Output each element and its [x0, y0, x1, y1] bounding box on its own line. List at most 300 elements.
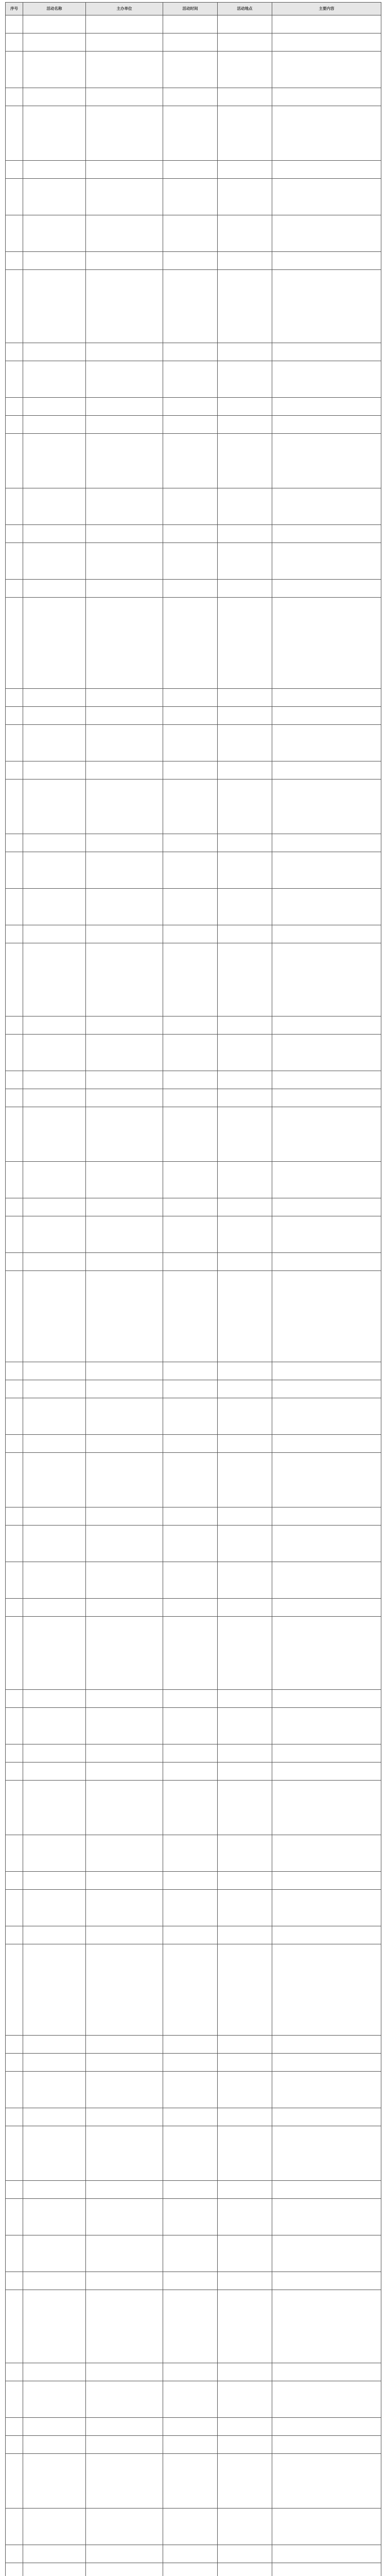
table-row [6, 179, 381, 215]
event-time-cell [163, 1617, 218, 1690]
event-venue-cell [218, 215, 272, 252]
organizer-cell [86, 2054, 163, 2072]
event-venue-cell [218, 580, 272, 598]
main-content-cell [272, 1216, 381, 1253]
event-name-cell [23, 2436, 86, 2454]
main-content-cell [272, 2509, 381, 2545]
event-venue-cell [218, 1107, 272, 1162]
column-header-main-content: 主要内容 [272, 3, 381, 15]
event-time-cell [163, 1926, 218, 1944]
index-cell [6, 1089, 23, 1107]
main-content-cell [272, 2563, 381, 2576]
event-venue-cell [218, 2545, 272, 2563]
index-cell [6, 1198, 23, 1216]
event-name-cell [23, 1453, 86, 1507]
organizer-cell [86, 1744, 163, 1762]
table-row [6, 761, 381, 779]
index-cell [6, 161, 23, 179]
main-content-cell [272, 2272, 381, 2290]
main-content-cell [272, 343, 381, 361]
main-content-cell [272, 2363, 381, 2381]
table-row [6, 2272, 381, 2290]
organizer-cell [86, 543, 163, 580]
main-content-cell [272, 2381, 381, 2418]
index-cell [6, 2363, 23, 2381]
main-content-cell [272, 88, 381, 106]
event-name-cell [23, 33, 86, 52]
index-cell [6, 543, 23, 580]
event-time-cell [163, 943, 218, 1016]
event-venue-cell [218, 1035, 272, 1071]
event-name-cell [23, 852, 86, 889]
event-venue-cell [218, 1016, 272, 1035]
table-row [6, 2290, 381, 2363]
organizer-cell [86, 1944, 163, 2036]
organizer-cell [86, 1599, 163, 1617]
event-time-cell [163, 1271, 218, 1362]
main-content-cell [272, 2054, 381, 2072]
event-venue-cell [218, 2290, 272, 2363]
table-row [6, 2436, 381, 2454]
event-venue-cell [218, 2235, 272, 2272]
index-cell [6, 1362, 23, 1380]
event-name-cell [23, 598, 86, 689]
table-row [6, 1562, 381, 1599]
main-content-cell [272, 179, 381, 215]
main-content-cell [272, 1435, 381, 1453]
event-name-cell [23, 1781, 86, 1835]
event-venue-cell [218, 1162, 272, 1198]
organizer-cell [86, 1035, 163, 1071]
main-content-cell [272, 1708, 381, 1744]
organizer-cell [86, 725, 163, 761]
event-time-cell [163, 2108, 218, 2126]
index-cell [6, 398, 23, 416]
event-venue-cell [218, 598, 272, 689]
event-name-cell [23, 1507, 86, 1526]
event-name-cell [23, 2235, 86, 2272]
index-cell [6, 270, 23, 343]
event-name-cell [23, 2418, 86, 2436]
event-name-cell [23, 15, 86, 33]
event-name-cell [23, 1380, 86, 1398]
table-row [6, 33, 381, 52]
event-name-cell [23, 343, 86, 361]
organizer-cell [86, 2290, 163, 2363]
organizer-cell [86, 2381, 163, 2418]
event-time-cell [163, 2290, 218, 2363]
table-row [6, 106, 381, 161]
index-cell [6, 343, 23, 361]
main-content-cell [272, 416, 381, 434]
event-venue-cell [218, 689, 272, 707]
main-content-cell [272, 2126, 381, 2181]
event-name-cell [23, 2108, 86, 2126]
event-name-cell [23, 416, 86, 434]
table-row [6, 15, 381, 33]
organizer-cell [86, 1380, 163, 1398]
event-venue-cell [218, 2072, 272, 2108]
event-venue-cell [218, 106, 272, 161]
organizer-cell [86, 434, 163, 488]
index-cell [6, 1690, 23, 1708]
event-time-cell [163, 2072, 218, 2108]
organizer-cell [86, 580, 163, 598]
organizer-cell [86, 1835, 163, 1872]
event-venue-cell [218, 1216, 272, 1253]
table-row [6, 598, 381, 689]
index-cell [6, 2290, 23, 2363]
event-name-cell [23, 2545, 86, 2563]
main-content-cell [272, 779, 381, 834]
organizer-cell [86, 1507, 163, 1526]
main-content-cell [272, 598, 381, 689]
organizer-cell [86, 1362, 163, 1380]
event-time-cell [163, 2545, 218, 2563]
table-row [6, 707, 381, 725]
main-content-cell [272, 2454, 381, 2509]
event-time-cell [163, 2381, 218, 2418]
main-content-cell [272, 1617, 381, 1690]
main-content-cell [272, 1198, 381, 1216]
table-body [6, 15, 381, 2576]
main-content-cell [272, 106, 381, 161]
table-row [6, 488, 381, 525]
event-name-cell [23, 1398, 86, 1435]
organizer-cell [86, 2509, 163, 2545]
event-time-cell [163, 1762, 218, 1781]
table-row [6, 2108, 381, 2126]
main-content-cell [272, 2235, 381, 2272]
index-cell [6, 488, 23, 525]
event-time-cell [163, 106, 218, 161]
index-cell [6, 852, 23, 889]
organizer-cell [86, 252, 163, 270]
index-cell [6, 725, 23, 761]
index-cell [6, 689, 23, 707]
main-content-cell [272, 1162, 381, 1198]
index-cell [6, 416, 23, 434]
event-time-cell [163, 925, 218, 943]
table-row [6, 2072, 381, 2108]
index-cell [6, 2563, 23, 2576]
event-time-cell [163, 1071, 218, 1089]
event-time-cell [163, 1435, 218, 1453]
table-row [6, 343, 381, 361]
table-row [6, 434, 381, 488]
event-time-cell [163, 1872, 218, 1890]
event-venue-cell [218, 1398, 272, 1435]
index-cell [6, 580, 23, 598]
event-time-cell [163, 88, 218, 106]
event-venue-cell [218, 1781, 272, 1835]
table-row [6, 398, 381, 416]
table-row [6, 1016, 381, 1035]
event-venue-cell [218, 1253, 272, 1271]
main-content-cell [272, 943, 381, 1016]
table-row [6, 161, 381, 179]
organizer-cell [86, 1435, 163, 1453]
event-name-cell [23, 2509, 86, 2545]
main-content-cell [272, 580, 381, 598]
table-row [6, 1071, 381, 1089]
organizer-cell [86, 2072, 163, 2108]
main-content-cell [272, 1781, 381, 1835]
main-content-cell [272, 361, 381, 398]
event-venue-cell [218, 889, 272, 925]
main-content-cell [272, 1599, 381, 1617]
event-venue-cell [218, 1380, 272, 1398]
event-time-cell [163, 1253, 218, 1271]
table-row [6, 1762, 381, 1781]
table-header-row [6, 3, 381, 15]
organizer-cell [86, 361, 163, 398]
index-cell [6, 1216, 23, 1253]
index-cell [6, 1107, 23, 1162]
event-time-cell [163, 1690, 218, 1708]
event-time-cell [163, 689, 218, 707]
main-content-cell [272, 1016, 381, 1035]
event-name-cell [23, 2199, 86, 2235]
event-name-cell [23, 1071, 86, 1089]
main-content-cell [272, 852, 381, 889]
event-name-cell [23, 1107, 86, 1162]
event-venue-cell [218, 1271, 272, 1362]
index-cell [6, 925, 23, 943]
index-cell [6, 1562, 23, 1599]
table-row [6, 1690, 381, 1708]
index-cell [6, 215, 23, 252]
event-time-cell [163, 580, 218, 598]
event-venue-cell [218, 416, 272, 434]
organizer-cell [86, 2436, 163, 2454]
event-name-cell [23, 761, 86, 779]
main-content-cell [272, 2545, 381, 2563]
event-time-cell [163, 1781, 218, 1835]
index-cell [6, 1162, 23, 1198]
table-row [6, 2418, 381, 2436]
main-content-cell [272, 270, 381, 343]
organizer-cell [86, 343, 163, 361]
event-time-cell [163, 2363, 218, 2381]
table-row [6, 725, 381, 761]
organizer-cell [86, 2563, 163, 2576]
organizer-cell [86, 88, 163, 106]
event-name-cell [23, 1708, 86, 1744]
event-venue-cell [218, 1599, 272, 1617]
table-row [6, 943, 381, 1016]
main-content-cell [272, 488, 381, 525]
table-row [6, 1380, 381, 1398]
organizer-cell [86, 1781, 163, 1835]
main-content-cell [272, 1398, 381, 1435]
table-row [6, 1107, 381, 1162]
event-venue-cell [218, 2181, 272, 2199]
index-cell [6, 88, 23, 106]
event-time-cell [163, 179, 218, 215]
organizer-cell [86, 2036, 163, 2054]
event-time-cell [163, 889, 218, 925]
event-name-cell [23, 434, 86, 488]
organizer-cell [86, 852, 163, 889]
organizer-cell [86, 1016, 163, 1035]
main-content-cell [272, 33, 381, 52]
event-name-cell [23, 1926, 86, 1944]
table-row [6, 2509, 381, 2545]
table-row [6, 2054, 381, 2072]
event-venue-cell [218, 2454, 272, 2509]
organizer-cell [86, 943, 163, 1016]
organizer-cell [86, 1162, 163, 1198]
event-name-cell [23, 106, 86, 161]
index-cell [6, 434, 23, 488]
organizer-cell [86, 52, 163, 88]
main-content-cell [272, 2072, 381, 2108]
event-time-cell [163, 1362, 218, 1380]
main-content-cell [272, 1890, 381, 1926]
event-name-cell [23, 525, 86, 543]
organizer-cell [86, 2545, 163, 2563]
index-cell [6, 779, 23, 834]
main-content-cell [272, 1872, 381, 1890]
event-time-cell [163, 434, 218, 488]
event-venue-cell [218, 2036, 272, 2054]
event-venue-cell [218, 2108, 272, 2126]
table-row [6, 1035, 381, 1071]
main-content-cell [272, 2036, 381, 2054]
event-venue-cell [218, 1562, 272, 1599]
organizer-cell [86, 1107, 163, 1162]
event-venue-cell [218, 161, 272, 179]
event-venue-cell [218, 2381, 272, 2418]
event-time-cell [163, 2054, 218, 2072]
index-cell [6, 1016, 23, 1035]
main-content-cell [272, 707, 381, 725]
organizer-cell [86, 1890, 163, 1926]
index-cell [6, 1599, 23, 1617]
event-name-cell [23, 707, 86, 725]
event-venue-cell [218, 2272, 272, 2290]
table-row [6, 889, 381, 925]
organizer-cell [86, 779, 163, 834]
organizer-cell [86, 834, 163, 852]
event-time-cell [163, 2126, 218, 2181]
main-content-cell [272, 2418, 381, 2436]
event-name-cell [23, 398, 86, 416]
column-header-index: 序号 [6, 3, 23, 15]
organizer-cell [86, 106, 163, 161]
column-header-event-time: 活动时间 [163, 3, 218, 15]
event-name-cell [23, 1198, 86, 1216]
event-time-cell [163, 15, 218, 33]
index-cell [6, 33, 23, 52]
organizer-cell [86, 1926, 163, 1944]
index-cell [6, 1708, 23, 1744]
index-cell [6, 1926, 23, 1944]
event-time-cell [163, 1035, 218, 1071]
main-content-cell [272, 2436, 381, 2454]
event-name-cell [23, 161, 86, 179]
event-time-cell [163, 2235, 218, 2272]
column-header-organizer: 主办单位 [86, 3, 163, 15]
event-time-cell [163, 1944, 218, 2036]
table-row [6, 2545, 381, 2563]
main-content-cell [272, 1107, 381, 1162]
event-name-cell [23, 270, 86, 343]
event-time-cell [163, 1107, 218, 1162]
main-content-cell [272, 2290, 381, 2363]
organizer-cell [86, 270, 163, 343]
main-content-cell [272, 1762, 381, 1781]
event-name-cell [23, 2126, 86, 2181]
index-cell [6, 2509, 23, 2545]
event-time-cell [163, 1162, 218, 1198]
event-venue-cell [218, 2199, 272, 2235]
index-cell [6, 1762, 23, 1781]
main-content-cell [272, 1526, 381, 1562]
event-time-cell [163, 1398, 218, 1435]
event-venue-cell [218, 15, 272, 33]
main-content-cell [272, 1690, 381, 1708]
event-venue-cell [218, 925, 272, 943]
organizer-cell [86, 2363, 163, 2381]
event-time-cell [163, 1453, 218, 1507]
event-time-cell [163, 33, 218, 52]
event-time-cell [163, 761, 218, 779]
organizer-cell [86, 525, 163, 543]
organizer-cell [86, 1271, 163, 1362]
index-cell [6, 2436, 23, 2454]
table-row [6, 416, 381, 434]
event-name-cell [23, 2563, 86, 2576]
event-venue-cell [218, 398, 272, 416]
table-row [6, 1453, 381, 1507]
event-name-cell [23, 925, 86, 943]
organizer-cell [86, 2181, 163, 2199]
main-content-cell [272, 725, 381, 761]
main-content-cell [272, 1562, 381, 1599]
table-row [6, 252, 381, 270]
index-cell [6, 2036, 23, 2054]
column-header-event-venue: 活动地点 [218, 3, 272, 15]
organizer-cell [86, 2126, 163, 2181]
table-row [6, 1271, 381, 1362]
event-name-cell [23, 1362, 86, 1380]
event-time-cell [163, 707, 218, 725]
event-venue-cell [218, 1617, 272, 1690]
index-cell [6, 2235, 23, 2272]
index-cell [6, 1398, 23, 1435]
event-time-cell [163, 1380, 218, 1398]
event-name-cell [23, 1744, 86, 1762]
event-name-cell [23, 580, 86, 598]
table-row [6, 2126, 381, 2181]
event-time-cell [163, 1890, 218, 1926]
index-cell [6, 525, 23, 543]
main-content-cell [272, 1035, 381, 1071]
event-name-cell [23, 943, 86, 1016]
table-row [6, 689, 381, 707]
index-cell [6, 1890, 23, 1926]
main-content-cell [272, 1362, 381, 1380]
index-cell [6, 707, 23, 725]
table-row [6, 215, 381, 252]
table-row [6, 1526, 381, 1562]
organizer-cell [86, 179, 163, 215]
event-time-cell [163, 1599, 218, 1617]
event-name-cell [23, 1617, 86, 1690]
event-venue-cell [218, 2363, 272, 2381]
